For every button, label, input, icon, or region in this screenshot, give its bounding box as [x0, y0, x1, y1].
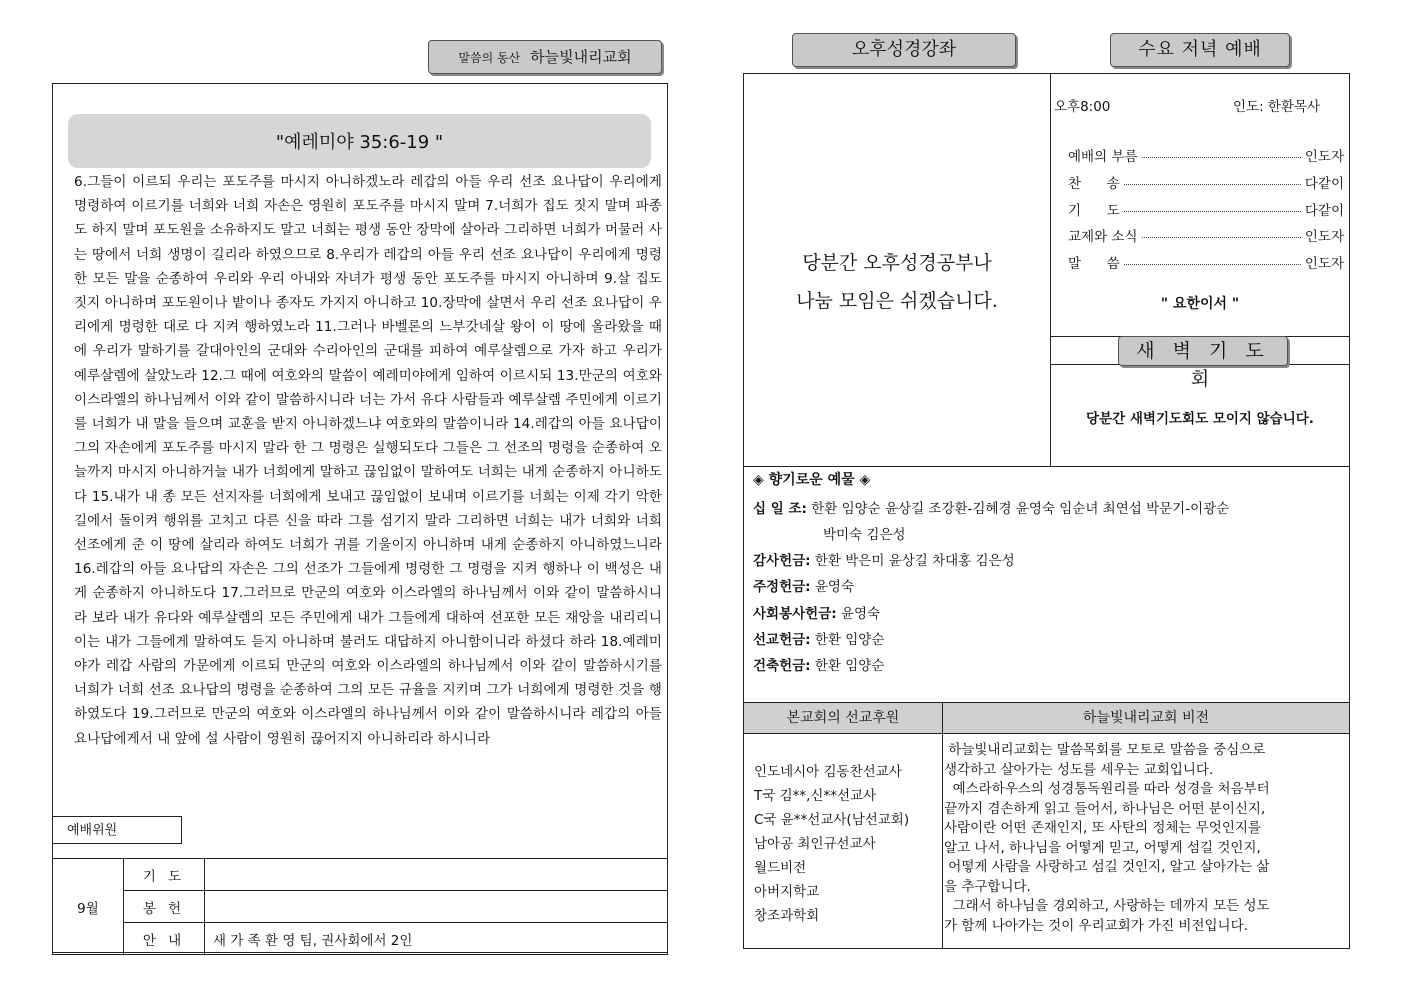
schedule-month: 9월: [53, 859, 124, 955]
offering-header: ◈ 향기로운 예물 ◈: [753, 472, 871, 488]
list-item: 창조과학회: [754, 908, 820, 924]
vision-line: 가 함께 나아가는 것이 우리교회가 가진 비전입니다.: [944, 917, 1248, 934]
offering-names: 한환 임양순 윤상길 조강환-김혜경 윤영숙 임순녀 최연섭 박문기-이광순: [811, 501, 1230, 517]
leader-dots: [1124, 184, 1301, 185]
offering-row: [753, 602, 880, 622]
afternoon-notice-line: 나눔 모임은 쉬겠습니다.: [796, 290, 998, 312]
table-row: [53, 859, 668, 891]
order-label: 말 씀: [1068, 256, 1120, 272]
order-label: 기 도: [1068, 203, 1120, 219]
schedule-role: 봉 헌: [124, 891, 205, 923]
list-item: 남아공 최인규선교사: [754, 836, 876, 852]
order-who: 다같이: [1304, 176, 1344, 192]
order-item: [1068, 252, 1344, 272]
wednesday-service-title: 수요 저녁 예배: [1110, 33, 1290, 67]
offering-row-continued: 박미숙 김은성: [823, 527, 906, 543]
table-row: [53, 891, 668, 923]
leader-dots: [1124, 264, 1301, 265]
vision-text: [944, 741, 1346, 936]
offering-label: 선교헌금:: [753, 632, 811, 648]
schedule-role: 기 도: [124, 859, 205, 891]
table-row: [53, 923, 668, 955]
schedule-role: 안 내: [124, 923, 205, 955]
offering-row: [753, 497, 1229, 517]
afternoon-notice: [745, 244, 1049, 320]
church-motto: 말씀의 동산: [458, 51, 521, 65]
offering-label: 건축헌금:: [753, 658, 811, 674]
vision-line: 그래서 하나님을 경외하고, 사랑하는 데까지 모든 성도: [944, 898, 1270, 914]
order-label: 예배의 부름: [1068, 149, 1138, 165]
schedule-value: 새 가 족 환 영 팀, 권사회에서 2인: [205, 923, 668, 955]
wednesday-leader: 인도: 한환목사: [1233, 99, 1321, 115]
divider: [743, 733, 1350, 734]
offering-names: 윤영숙: [814, 579, 854, 595]
vision-line: 알고 나서, 하나님을 어떻게 믿고, 어떻게 섬길 것인지,: [944, 839, 1261, 856]
vision-line: 끝까지 겸손하게 읽고 들어서, 하나님은 어떤 분이신지,: [944, 800, 1266, 817]
leader-dots: [1124, 211, 1301, 212]
dawn-notice: 당분간 새벽기도회도 모이지 않습니다.: [1086, 411, 1314, 427]
vision-line: 예스라하우스의 성경통독원리를 따라 성경을 처음부터: [944, 781, 1270, 797]
church-name-badge: [428, 40, 662, 74]
vision-line: 어떻게 사람을 사랑하고 섬길 것인지, 알고 살아가는 삶: [944, 859, 1270, 875]
offering-label: 십 일 조:: [753, 501, 807, 517]
offering-row: [753, 549, 1015, 569]
sermon-title: " 요한이서 ": [1160, 296, 1240, 312]
missions-list: [754, 760, 909, 928]
list-item: T국 김**,신**선교사: [754, 788, 877, 804]
church-name: 하늘빛내리교회: [530, 48, 632, 66]
vision-line: 을 추구합니다.: [944, 878, 1031, 895]
offering-label: 감사헌금:: [753, 553, 811, 569]
order-label: 찬 송: [1068, 176, 1120, 192]
scripture-title: "예레미야 35:6-19 ": [68, 114, 651, 168]
schedule-value: [205, 891, 668, 923]
order-who: 다같이: [1304, 203, 1344, 219]
offering-label: 주정헌금:: [753, 579, 811, 595]
vision-line: 사람이란 어떤 존재인지, 또 사탄의 정체는 무엇인지를: [944, 820, 1261, 836]
afternoon-study-title: 오후성경강좌: [792, 33, 1016, 67]
missions-header: 본교회의 선교후원: [744, 703, 942, 733]
worship-schedule-table: [52, 858, 668, 955]
list-item: C국 윤**선교사(남선교회): [754, 812, 910, 828]
vision-line: 하늘빛내리교회는 말씀목회를 모토로 말씀을 중심으로: [944, 742, 1266, 758]
divider: [942, 702, 943, 949]
list-item: 월드비전: [754, 860, 807, 876]
scripture-text: 6.그들이 이르되 우리는 포도주를 마시지 아니하겠노라 레갑의 아들 우리 선조 요나답이 우리에게 명령하여 이르기를 너희와 너희 자손은 영원히 포도주를 마시지 말며 7.너희가 집도 짓지 말며 파종도 하지 말며 포도원을 소유하지도 말고 너희는 평생 동안 장막에 살아라 그리하면 너희가 머물러 사는 땅에서 너희 생명이 길리라 하였으므로 8.우리가 레갑의 아들 우리 선조 요나답이 우리에게 명령한 모든 말을 순종하여 우리와 우리 아내와 자녀가 평생 동안 포도주를 마시지 아니하며 9.살 집도 짓지 아니하며 포도원이나 밭이나 종자도 가지지 아니하고 10.장막에 살면서 우리 선조 요나답이 우리에게 명령한 대로 다 지켜 행하였노라 11.그러나 바벨론의 느부갓네살 왕이 이 땅에 올라왔을 때에 우리가 말하기를 갈대아인의 군대와 수리아인의 군대를 피하여 예루살렘으로 가자 하고 우리가 예루살렘에 살았노라 12.그 때에 여호와의 말씀이 예레미야에게 임하여 이르시되 13.만군의 여호와 이스라엘의 하나님께서 이와 같이 말씀하시니라 너는 가서 유다 사람들과 예루살렘 주민에게 이르기를 너희가 내 말을 들으며 교훈을 받지 아니하겠느냐 여호와의 말씀이니라 14.레갑의 아들 요나답이 그의 자손에게 포도주를 마시지 말라 한 그 명령은 실행되도다 그들은 그 선조의 명령을 순종하여 오늘까지 마시지 아니하거늘 내가 너희에게 말하고 끊임없이 말하여도 너희는 내게 순종하지 아니하도다 15.내가 내 종 모든 선지자를 너희에게 보내고 끊임없이 보내며 이르기를 너희는 이제 각기 악한 길에서 돌이켜 행위를 고치고 다른 신을 따라 그를 섬기지 말라 그리하면 너희는 내가 너희와 너희 선조에게 준 이 땅에 살리라 하여도 너희가 귀를 기울이지 아니하며 내게 순종하지 아니하였느니라 16.레갑의 아들 요나답의 자손은 그의 선조가 그들에게 명령한 그 명령을 지켜 행하나 이 백성은 내게 순종하지 아니하도다 17.그러므로 만군의 여호와 이스라엘의 하나님께서 이와 같이 말씀하시니라 보라 내가 유다와 예루살렘의 모든 주민에게 내가 그들에게 대하여 선포한 모든 재앙을 내리리니 이는 내가 그들에게 말하여도 듣지 아니하며 불러도 대답하지 아니함이니라 하셨다 하라 18.예레미야가 레갑 사람의 가문에게 이르되 만군의 여호와 이스라엘의 하나님께서 이와 같이 말씀하시기를 너희가 너희 선조 요나답의 명령을 순종하여 그의 모든 규율을 지키며 그가 너희에게 명령한 것을 행하였도다 19.그러므로 만군의 여호와 이스라엘의 하나님께서 이와 같이 말씀하시니라 레갑의 아들 요나답에게서 내 앞에 설 사람이 영원히 끊어지지 아니하리라 하시니라: [74, 174, 662, 747]
vision-header: 하늘빛내리교회 비전: [943, 703, 1349, 733]
list-item: 아버지학교: [754, 884, 820, 900]
order-item: [1068, 225, 1344, 245]
schedule-label: 예배위원: [52, 816, 182, 844]
order-who: 인도자: [1304, 256, 1344, 272]
divider: [743, 466, 1350, 467]
afternoon-notice-line: 당분간 오후성경공부나: [802, 252, 992, 274]
offering-names: 한환 임양순: [814, 658, 885, 674]
schedule-value: [205, 859, 668, 891]
vision-line: 생각하고 살아가는 성도를 세우는 교회입니다.: [944, 761, 1214, 778]
offering-names: 윤영숙: [840, 606, 881, 622]
leader-dots: [1142, 157, 1301, 158]
dawn-prayer-title: 새 벽 기 도 회: [1118, 336, 1288, 366]
order-who: 인도자: [1304, 229, 1344, 245]
wednesday-time: 오후8:00: [1054, 99, 1111, 115]
order-item: [1068, 199, 1344, 219]
offering-names: 한환 임양순: [814, 632, 885, 648]
offering-row: [753, 628, 884, 648]
order-label: 교제와 소식: [1068, 229, 1138, 245]
order-item: [1068, 145, 1344, 165]
order-who: 인도자: [1304, 149, 1344, 165]
list-item: 인도네시아 김동찬선교사: [754, 764, 902, 780]
offering-row: [753, 654, 884, 674]
offering-row: [753, 575, 854, 595]
leader-dots: [1142, 237, 1301, 238]
order-item: [1068, 172, 1344, 192]
offering-label: 사회봉사헌금:: [753, 606, 837, 622]
offering-names: 한환 박은미 윤상길 차대홍 김은성: [814, 553, 1015, 569]
